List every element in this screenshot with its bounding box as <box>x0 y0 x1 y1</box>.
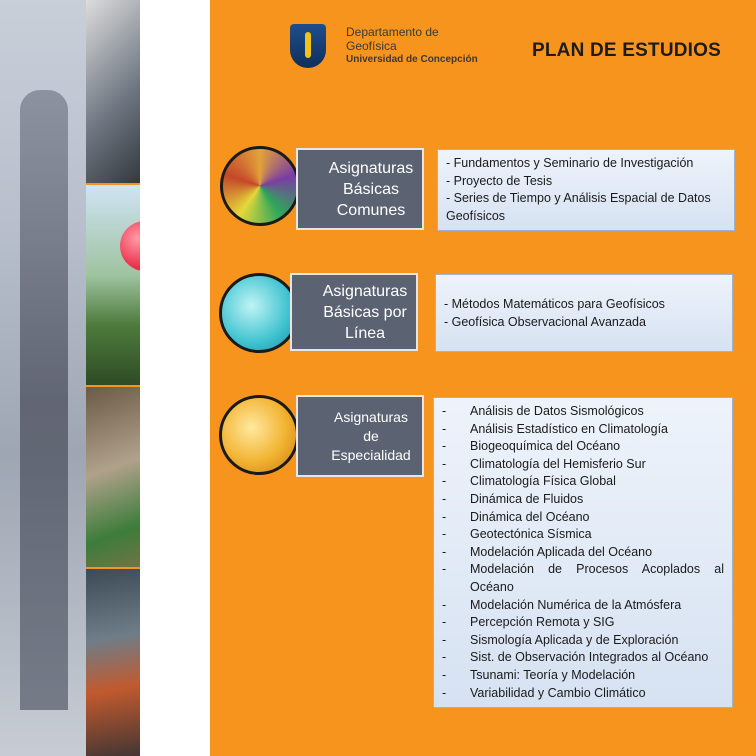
list-bullet: - <box>442 685 447 700</box>
list-bullet: - <box>442 509 447 524</box>
list-item: - Proyecto de Tesis <box>446 173 553 188</box>
list-item-text: Modelación Aplicada del Océano <box>470 544 653 559</box>
list-item <box>442 403 724 421</box>
list-item-text: Geotectónica Sísmica <box>470 527 592 542</box>
list-item <box>442 421 724 439</box>
logo-text <box>346 25 478 67</box>
shield-icon <box>290 24 326 68</box>
list-item: - Geofísica Observacional Avanzada <box>444 315 646 329</box>
list-item <box>442 649 724 667</box>
list-item <box>442 473 724 491</box>
university-logo <box>290 24 478 68</box>
list-item: - Series de Tiempo y Análisis Espacial de Datos Geofísicos <box>446 191 711 223</box>
list-item <box>442 685 724 703</box>
list-bullet: - <box>442 404 447 418</box>
list-item-text: Climatología del Hemisferio Sur <box>470 456 646 471</box>
list-bullet: - <box>442 632 447 647</box>
list-item-text: Dinámica de Fluidos <box>470 491 584 506</box>
category-label-line: Asignaturas <box>328 159 414 177</box>
category-label-line: Asignaturas <box>322 282 408 300</box>
page-title: PLAN DE ESTUDIOS <box>532 40 721 61</box>
category-label-line: Especialidad <box>331 446 411 463</box>
list-bullet: - <box>442 527 447 542</box>
list-bullet: - <box>442 439 447 454</box>
list-bullet: - <box>442 650 447 665</box>
list-item-text: Sismología Aplicada y de Exploración <box>470 632 679 647</box>
list-bullet: - <box>442 544 447 559</box>
list-item <box>442 667 724 685</box>
list-item-text: Modelación Numérica de la Atmósfera <box>470 597 682 612</box>
list-item <box>442 597 724 615</box>
category-label-line: Línea <box>344 324 386 342</box>
list-especialidad <box>433 397 733 708</box>
list-item <box>442 561 724 596</box>
list-item-text: Análisis Estadístico en Climatología <box>470 421 669 436</box>
list-item-text: Análisis de Datos Sismológicos <box>470 404 644 418</box>
list-basicas-por-linea <box>435 274 733 352</box>
ocean-water-icon <box>219 273 299 353</box>
list-bullet: - <box>442 474 447 489</box>
category-basicas-comunes <box>296 148 424 230</box>
list-bullet: - <box>442 615 447 630</box>
list-bullet: - <box>442 491 447 506</box>
list-item <box>442 632 724 650</box>
list-item-text: Tsunami: Teoría y Modelación <box>470 667 636 682</box>
list-item-text: Percepción Remota y SIG <box>470 615 615 630</box>
list-bullet: - <box>442 421 447 436</box>
category-label-line: de <box>363 427 379 444</box>
list-item <box>442 438 724 456</box>
list-bullet: - <box>442 667 447 682</box>
list-basicas-comunes <box>437 149 735 231</box>
logo-dept-line2: Geofísica <box>346 39 397 53</box>
list-item: - Métodos Matemáticos para Geofísicos <box>444 297 665 311</box>
category-label-line: Básicas por <box>323 303 407 321</box>
list-item-text: Dinámica del Océano <box>470 509 590 524</box>
logo-dept-line1: Departamento de <box>346 25 439 39</box>
logo-university: Universidad de Concepción <box>346 54 478 65</box>
list-item-text: Biogeoquímica del Océano <box>470 439 621 454</box>
category-label-line: Asignaturas <box>334 408 408 425</box>
list-item: - Fundamentos y Seminario de Investigación <box>446 156 694 170</box>
list-item-text: Variabilidad y Cambio Climático <box>470 685 646 700</box>
list-bullet: - <box>442 562 447 577</box>
category-label-line: Básicas <box>342 180 400 198</box>
list-item <box>442 509 724 527</box>
list-item-text: Sist. de Observación Integrados al Océano <box>470 650 709 665</box>
list-item <box>442 544 724 562</box>
tower-silhouette <box>20 90 68 710</box>
list-item-text: Climatología Física Global <box>470 474 616 489</box>
list-bullet: - <box>442 456 447 471</box>
list-item-text: Modelación de Procesos Acoplados al Océano <box>470 562 724 594</box>
campus-tower-photo <box>0 0 86 756</box>
category-label-line: Comunes <box>336 201 406 219</box>
list-item <box>442 614 724 632</box>
thermometer-icon <box>219 395 299 475</box>
category-especialidad <box>296 395 424 477</box>
category-basicas-por-linea <box>290 273 418 351</box>
list-item <box>442 526 724 544</box>
list-item <box>442 491 724 509</box>
interference-pattern-icon <box>220 146 300 226</box>
list-item <box>442 456 724 474</box>
list-bullet: - <box>442 597 447 612</box>
